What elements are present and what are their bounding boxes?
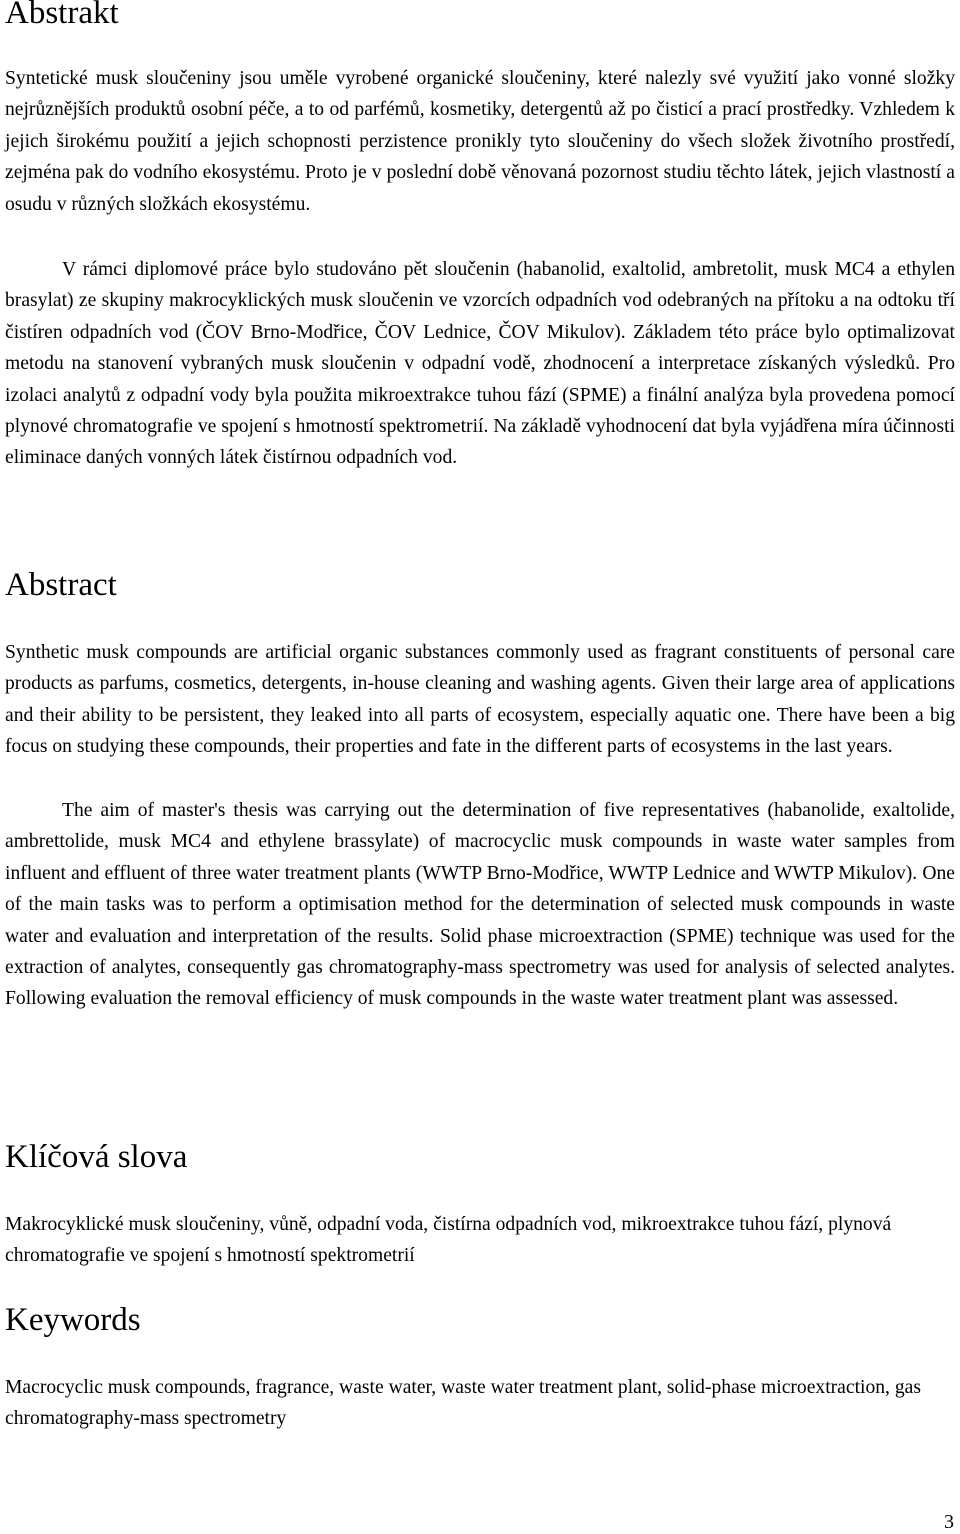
page-number: 3	[944, 1511, 954, 1533]
abstrakt-paragraph-2: V rámci diplomové práce bylo studováno pět sloučenin (habanolid, exaltolid, ambretolit, musk MC4 a ethylen brasylat) ze skupiny makrocyklických musk sloučenin ve vzorcích odpadních vod odebraných na přítoku a na odtoku tří čistíren odpadních vod (ČOV Brno-Modřice, ČOV Lednice, ČOV Mikulov). Základem této práce bylo optimalizovat metodu na stanovení vybraných musk sloučenin v odpadní vodě, zhodnocení a interpretace získaných výsledků. Pro izolaci analytů z odpadní vody byla použita mikroextrakce tuhou fází (SPME) a finální analýza byla provedena pomocí plynové chromatografie ve spojení s hmotností spektrometrií. Na základě vyhodnocení dat byla vyjádřena míra účinnosti eliminace daných vonných látek čistírnou odpadních vod.	[5, 259, 955, 469]
keywords-heading: Keywords	[5, 1302, 141, 1338]
abstract-heading: Abstract	[5, 567, 117, 603]
abstrakt-heading: Abstrakt	[5, 0, 119, 31]
klicova-slova-text: Makrocyklické musk sloučeniny, vůně, odpadní voda, čistírna odpadních vod, mikroextrakce tuhou fází, plynová chromatografie ve spojení s hmotností spektrometrií	[5, 1214, 892, 1267]
keywords-text: Macrocyclic musk compounds, fragrance, waste water, waste water treatment plant, solid-phase microextraction, gas chromatography-mass spectrometry	[5, 1377, 921, 1430]
abstract-paragraph-2: The aim of master's thesis was carrying out the determination of five representatives (habanolide, exaltolide, ambrettolide, musk MC4 and ethylene brassylate) of macrocyclic musk compounds in waste water samples from influent and effluent of three water treatment plants (WWTP Brno-Modřice, WWTP Lednice and WWTP Mikulov). One of the main tasks was to perform a optimisation method for the determination of selected musk compounds in waste water and evaluation and interpretation of the results. Solid phase microextraction (SPME) technique was used for the extraction of analytes, consequently gas chromatography-mass spectrometry was used for analysis of selected analytes. Following evaluation the removal efficiency of musk compounds in the waste water treatment plant was assessed.	[5, 800, 955, 1010]
klicova-slova-heading: Klíčová slova	[5, 1139, 188, 1175]
abstract-paragraph-1: Synthetic musk compounds are artificial organic substances commonly used as fragrant constituents of personal care products as parfums, cosmetics, detergents, in-house cleaning and washing agents. Given their large area of applications and their ability to be persistent, they leaked into all parts of ecosystem, especially aquatic one. There have been a big focus on studying these compounds, their properties and fate in the different parts of ecosystems in the last years.	[5, 642, 955, 758]
abstrakt-paragraph-1: Syntetické musk sloučeniny jsou uměle vyrobené organické sloučeniny, které nalezly své využití jako vonné složky nejrůznějších produktů osobní péče, a to od parfémů, kosmetiky, detergentů až po čisticí a prací prostředky. Vzhledem k jejich širokému použití a jejich schopnosti perzistence pronikly tyto sloučeniny do všech složek životního prostředí, zejména pak do vodního ekosystému. Proto je v poslední době věnovaná pozornost studiu těchto látek, jejich vlastností a osudu v různých složkách ekosystému.	[5, 68, 955, 215]
